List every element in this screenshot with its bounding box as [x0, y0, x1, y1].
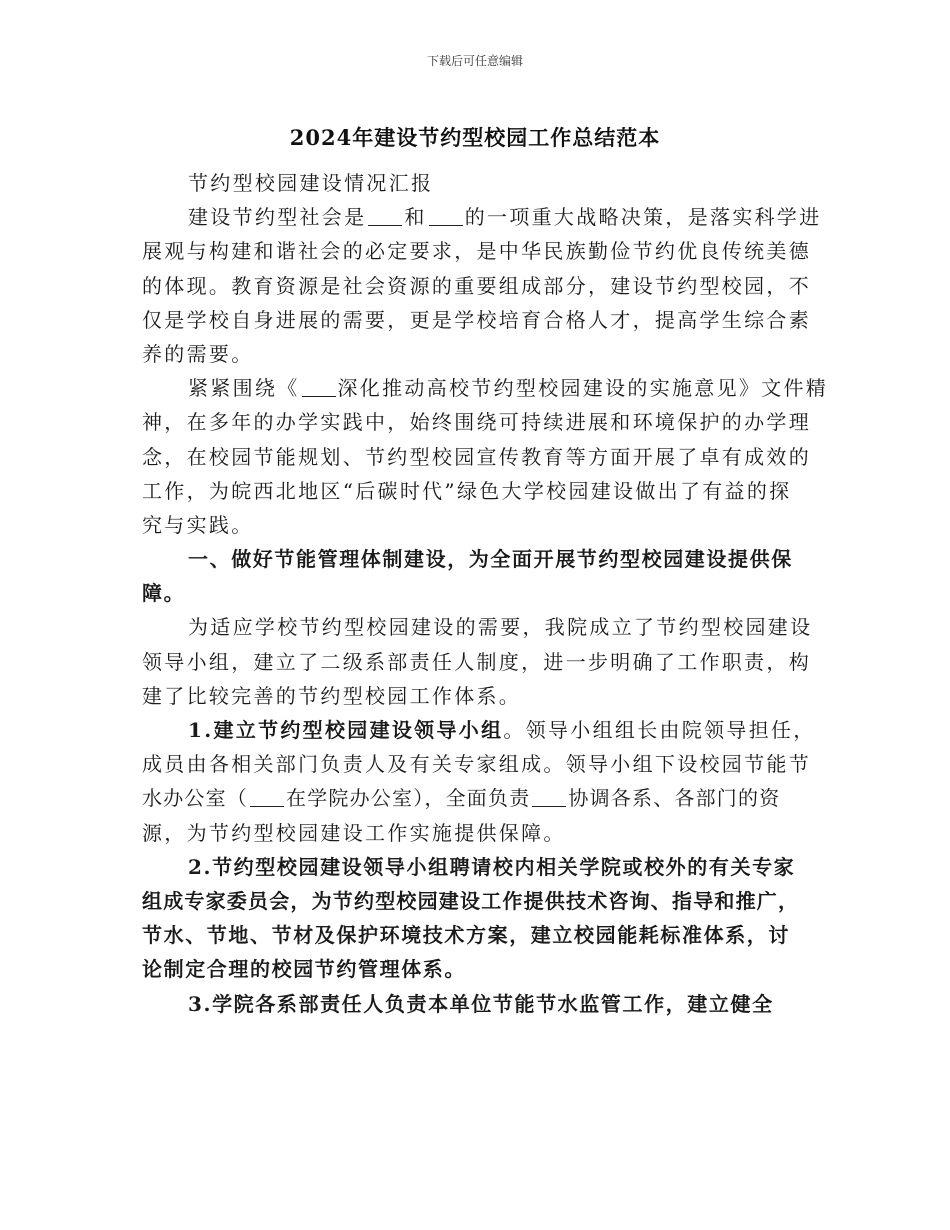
text-line: 念，在校园节能规划、节约型校园宣传教育等方面开展了卓有成效的	[142, 444, 811, 469]
blank-underline	[429, 205, 463, 226]
text-line: 3.学院各系部责任人负责本单位节能节水监管工作，建立健全	[188, 991, 774, 1016]
text-line: 工作，为皖西北地区“后碳时代”绿色大学校园建设做出了有益的探	[142, 478, 792, 503]
text-segment: 1.建立节约型校园建设领导小组	[188, 718, 504, 742]
text-line: 组成专家委员会，为节约型校园建设工作提供技术咨询、指导和推广，	[142, 888, 800, 913]
text-line: 展观与构建和谐社会的必定要求，是中华民族勤俭节约优良传统美德	[142, 239, 811, 264]
text-line: 论制定合理的校园节约管理体系。	[142, 957, 466, 982]
text-line: 2.节约型校园建设领导小组聘请校内相关学院或校外的有关专家	[188, 854, 796, 879]
text-line: 神，在多年的办学实践中，始终围绕可持续进展和环境保护的办学理	[142, 410, 811, 435]
text-segment: 。领导小组组长由院领导担任，	[503, 718, 816, 742]
text-line: 成员由各相关部门负责人及有关专家组成。领导小组下设校园节能节	[142, 752, 811, 777]
text-line	[142, 713, 816, 747]
text-line: 一、做好节能管理体制建设，为全面开展节约型校园建设提供保	[188, 547, 793, 572]
text-line: 究与实践。	[142, 512, 254, 537]
text-line: 障。	[142, 581, 186, 606]
document-body	[142, 166, 829, 1021]
text-line: 领导小组，建立了二级系部责任人制度，进一步明确了工作职责，构	[142, 649, 811, 674]
header-note: 下载后可任意编辑	[426, 54, 523, 68]
text-line: 建设节约型社会是 和 的一项重大战略决策，是落实科学进	[188, 205, 822, 230]
text-line: 的体现。教育资源是社会资源的重要组成部分，建设节约型校园，不	[142, 273, 811, 298]
text-line: 水办公室（ 在学院办公室），全面负责 协调各系、各部门的资	[142, 786, 781, 811]
text-line: 养的需要。	[142, 341, 254, 366]
blank-underline	[532, 786, 566, 807]
text-line: 仅是学校自身进展的需要，更是学校培育合格人才，提高学生综合素	[142, 307, 811, 332]
text-line: 源，为节约型校园建设工作实施提供保障。	[142, 820, 566, 845]
text-line: 紧紧围绕《 深化推动高校节约型校园建设的实施意见》文件精	[188, 376, 829, 401]
blank-underline	[368, 205, 402, 226]
blank-underline	[250, 786, 284, 807]
document-title: 2024年建设节约型校园工作总结范本	[289, 125, 661, 150]
text-line: 节水、节地、节材及保护环境技术方案，建立校园能耗标准体系，讨	[142, 923, 790, 948]
text-line: 建了比较完善的节约型校园工作体系。	[142, 683, 522, 708]
text-line: 为适应学校节约型校园建设的需要，我院成立了节约型校园建设	[188, 615, 813, 640]
blank-underline	[302, 376, 336, 397]
text-line: 节约型校园建设情况汇报	[188, 171, 434, 195]
